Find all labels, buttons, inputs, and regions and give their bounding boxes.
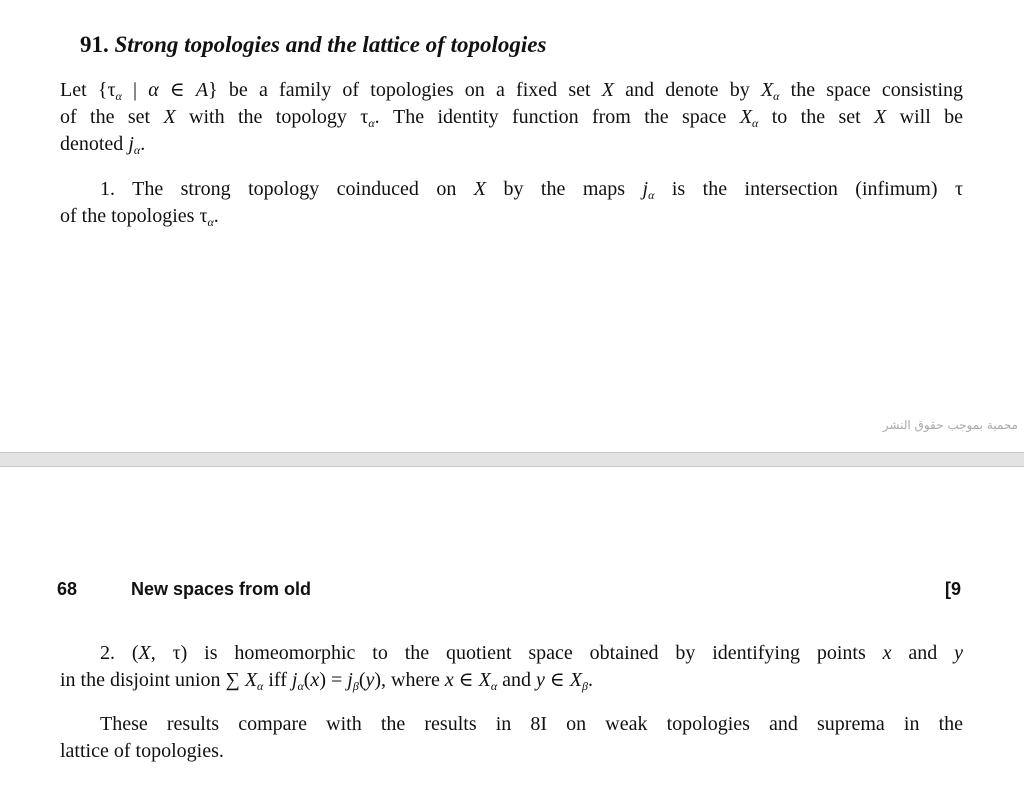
text-run: and [497,669,537,691]
text-run: α [773,89,780,103]
text-run: X [601,79,614,101]
text-run: j [347,669,353,691]
text-run: and denote by [613,79,761,101]
text-run: X [569,669,582,691]
text-run: | [121,79,149,101]
text-run: α [490,679,498,693]
text-run: X [478,669,491,691]
text-line [100,640,963,666]
text-run: α [257,679,264,693]
text-run: β [581,679,588,693]
text-run: denoted [60,133,129,155]
text-run: 2. ( [100,642,139,664]
section-mark: [9 [945,579,962,599]
text-run: y [365,669,375,691]
text-line [60,131,963,163]
text-run: x [882,642,892,664]
text-run: α [133,143,141,157]
text-run: A [195,79,209,101]
copyright-watermark: محمية بموجب حقوق النشر [882,418,1018,432]
text-run: j [642,178,649,200]
text-run: ( [358,669,366,691]
text-run: . [587,669,593,691]
text-run: X [163,106,176,128]
text-run: x [444,669,454,691]
text-run: 1. The strong topology coinduced on [100,178,474,200]
text-run: α [297,679,304,693]
text-run: y [536,669,545,691]
text-run: ) = [319,669,348,691]
text-line [60,667,963,699]
page-separator [0,452,1024,467]
text-line [60,203,963,235]
text-run: ∈ [453,669,479,691]
text-run: . [213,205,219,227]
text-run: X [760,79,774,101]
text-run: in the disjoint union ∑ [60,669,245,691]
text-run: α [752,116,759,130]
text-run: with the topology [175,106,361,128]
text-run: ∈ [158,79,196,101]
text-run: X [244,669,258,691]
text-line [60,738,963,764]
text-run: will be [886,106,964,128]
text-run: and [891,642,955,664]
text-run: j [291,669,298,691]
text-run: X [473,178,487,200]
text-run: } be a family of topologies on a fixed set [208,79,602,101]
text-run: X [874,106,887,128]
section-number: 91. [80,32,109,57]
text-run: ( [303,669,311,691]
text-run: x [310,669,320,691]
text-run: ∈ [544,669,570,691]
section-title-text: Strong topologies and the lattice of topologies [114,32,547,57]
text-run: Let { [60,79,108,101]
text-run: the space consisting [779,79,964,101]
text-run: ), where [374,669,445,691]
text-run: τ [360,106,369,128]
text-run: α [148,79,159,101]
text-run: τ [107,79,116,101]
text-run: . [140,133,146,155]
text-run: is the intersection (infimum) τ [654,178,963,200]
text-line [100,711,963,737]
text-run: lattice of topologies. [60,740,224,762]
text-run: y [954,642,963,664]
running-head: New spaces from old [131,579,312,599]
text-run: X [739,106,753,128]
text-run: j [128,133,134,155]
text-run: of the topologies [60,205,200,227]
section-title [80,32,546,58]
text-run: by the maps [486,178,643,200]
text-run: , τ) is homeomorphic to the quotient space obtained by identifying points [150,642,883,664]
text-run: α [368,116,375,130]
text-run: α [207,215,214,229]
text-run: α [648,188,655,202]
text-run: of the set [60,106,164,128]
text-run: These results compare with the results in 8I on weak topologies and suprema in the [100,713,963,735]
text-run: . The identity function from the space [374,106,740,128]
page-number: 68 [57,579,78,599]
text-run: X [138,642,151,664]
text-run: β [352,679,359,693]
text-run: α [115,89,122,103]
text-run: iff [263,669,292,691]
text-run: τ [199,205,208,227]
text-run: to the set [758,106,875,128]
